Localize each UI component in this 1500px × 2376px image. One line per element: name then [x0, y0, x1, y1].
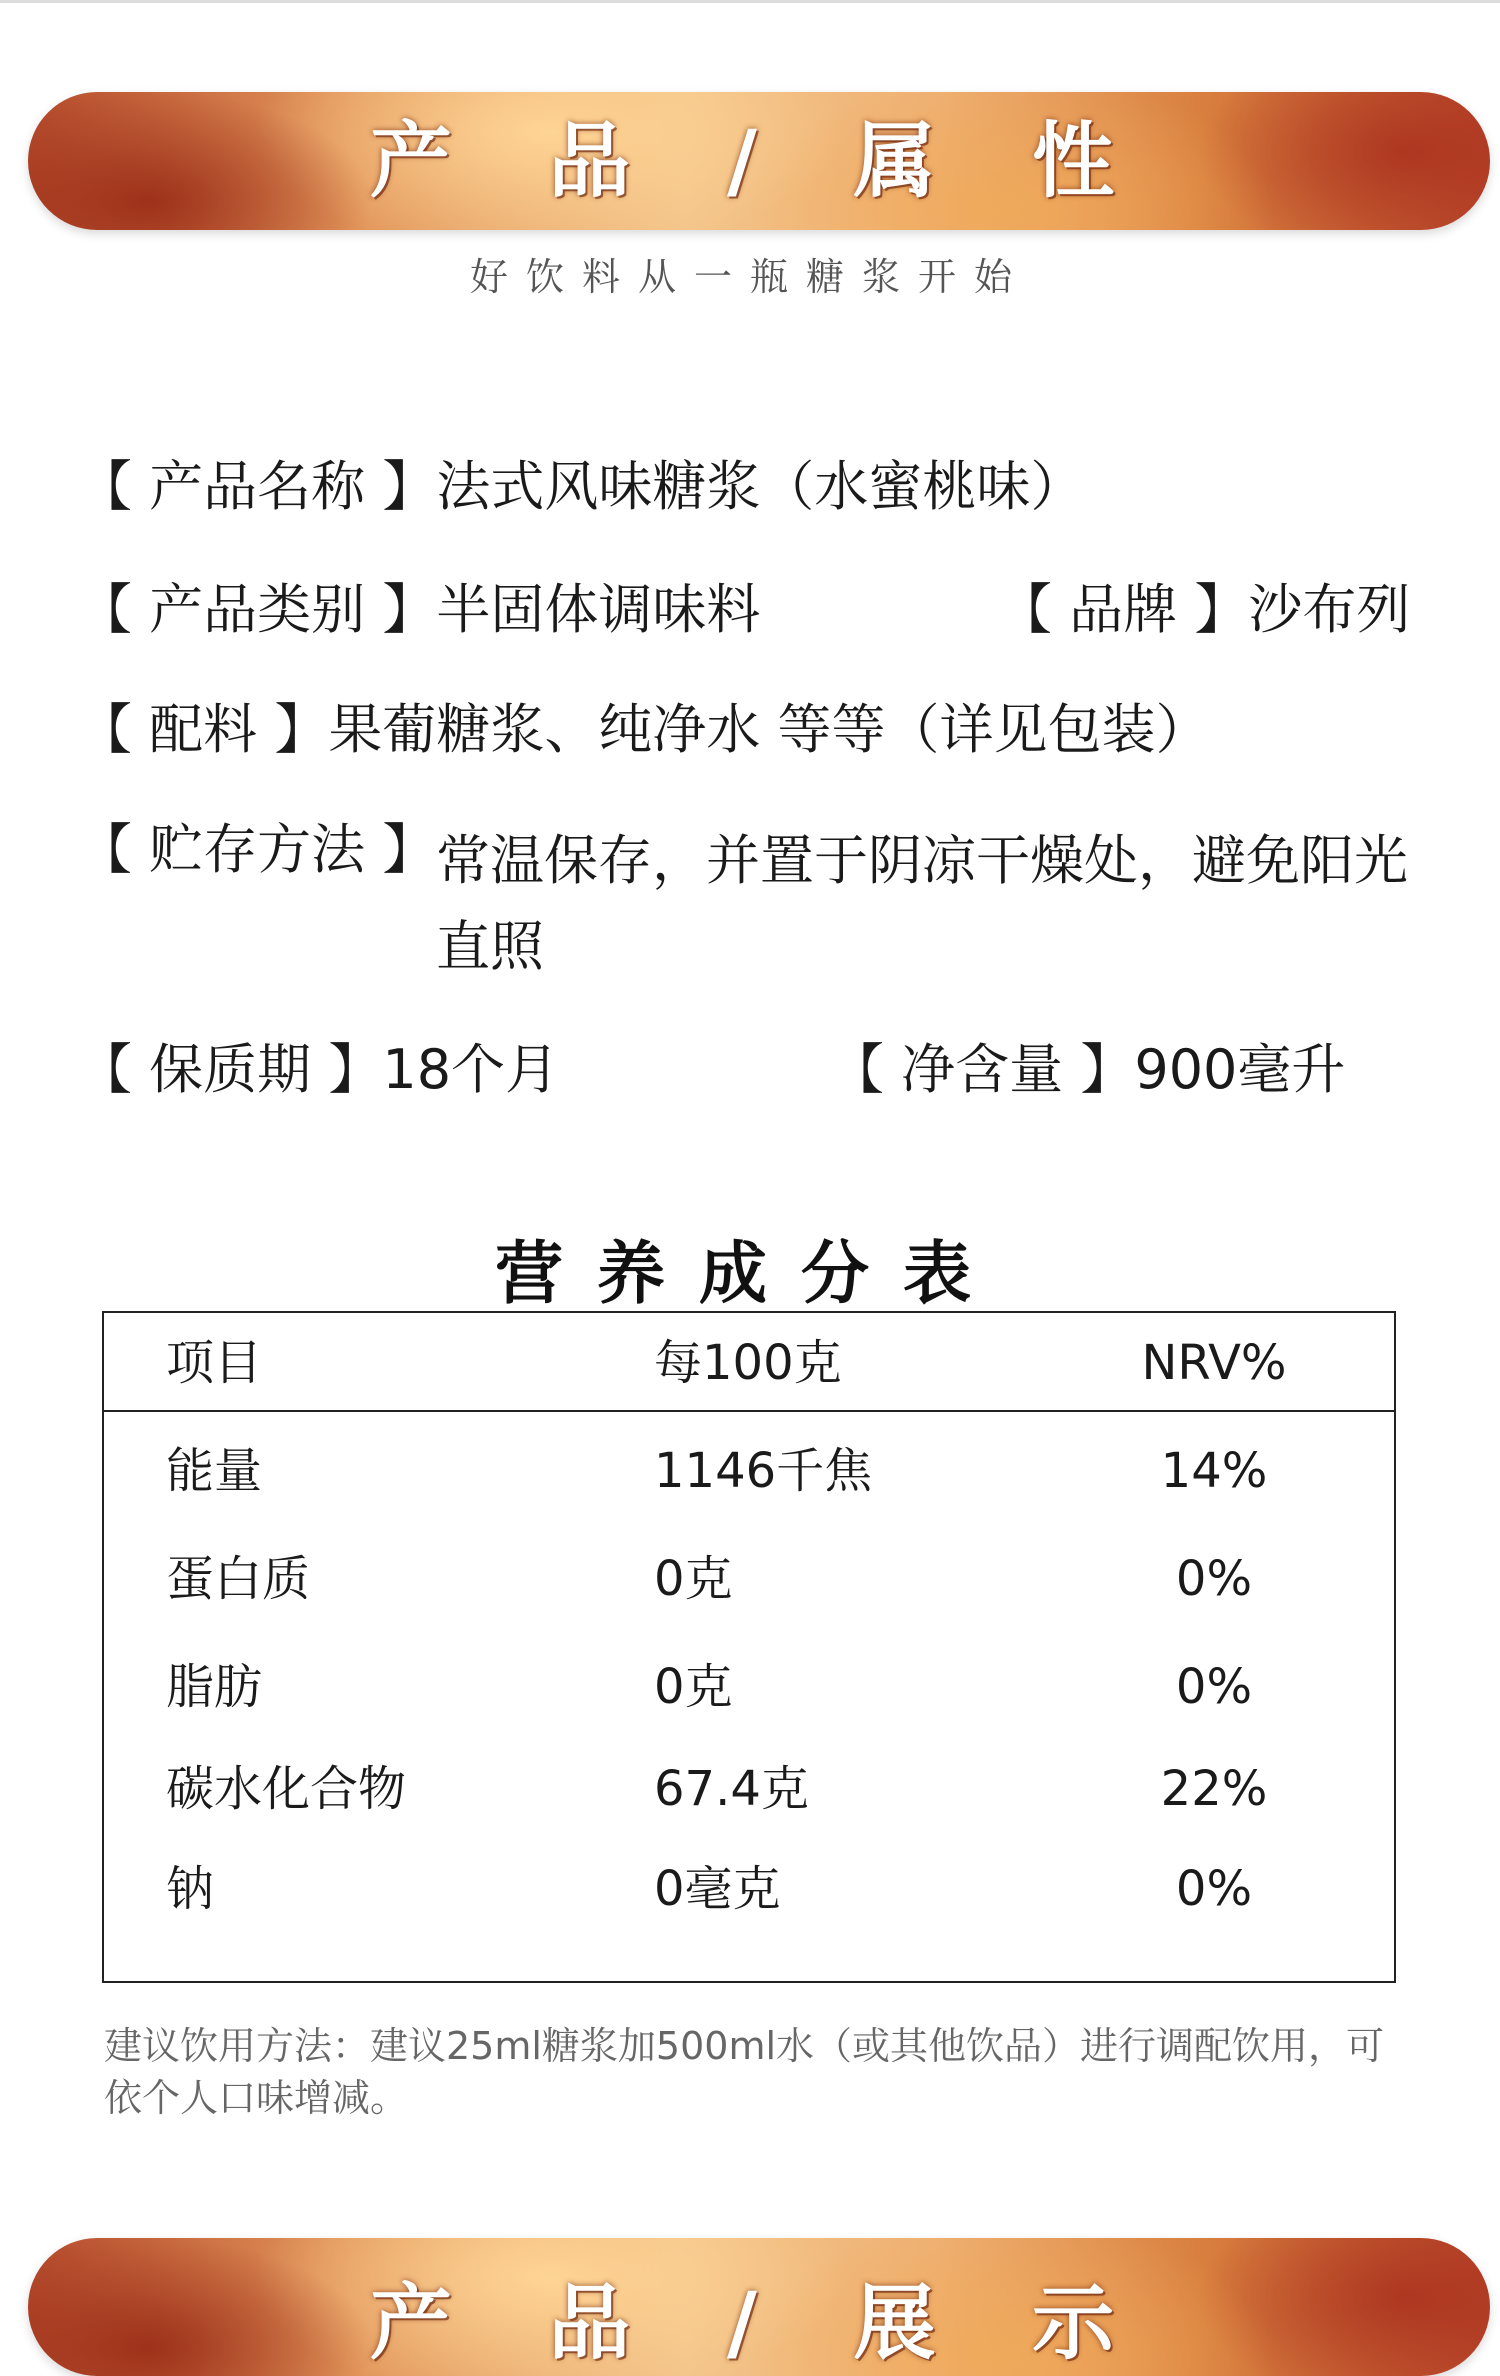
attributes-banner	[28, 92, 1490, 230]
attr-value: 900毫升	[1134, 1038, 1346, 1101]
attr-label: 【 品牌 】	[998, 578, 1249, 641]
attr-value: 法式风味糖浆（水蜜桃味）	[436, 455, 1085, 518]
row-item: 钠	[166, 1861, 215, 1917]
attr-label: 【 贮存方法 】	[78, 818, 437, 881]
row-value: 0克	[654, 1551, 733, 1607]
row-item: 脂肪	[166, 1659, 263, 1715]
banner-subtitle: 好饮料从一瓶糖浆开始	[469, 255, 1030, 299]
banner-title: 产 品 / 展 示	[369, 2275, 1149, 2371]
row-nrv: 22%	[1160, 1761, 1268, 1817]
attr-shelf-life	[78, 1038, 559, 1102]
row-nrv: 0%	[1175, 1861, 1253, 1917]
banner-title: 产 品 / 属 性	[369, 113, 1149, 209]
row-item: 蛋白质	[166, 1551, 311, 1607]
display-banner	[28, 2238, 1490, 2376]
attr-value: 18个月	[382, 1038, 560, 1101]
row-value: 0毫克	[654, 1861, 781, 1917]
attr-value: 半固体调味料	[436, 578, 761, 641]
attr-label: 【 配料 】	[78, 698, 329, 761]
attr-label: 【 产品名称 】	[78, 455, 437, 518]
attr-storage-value: 常温保存，并置于阴凉干燥处，避免阳光直照	[436, 829, 1408, 978]
attr-net-content	[830, 1038, 1345, 1102]
attr-label: 【 产品类别 】	[78, 578, 437, 641]
row-nrv: 0%	[1175, 1551, 1253, 1607]
attr-value: 沙布列	[1248, 578, 1411, 641]
top-divider	[0, 0, 1500, 3]
row-nrv: 0%	[1175, 1659, 1253, 1715]
attr-storage-label	[78, 818, 436, 882]
nutrition-table	[102, 1311, 1396, 1983]
attr-label: 【 净含量 】	[830, 1038, 1135, 1101]
attr-brand	[998, 578, 1410, 642]
table-header	[104, 1313, 1394, 1412]
attr-ingredients	[78, 698, 1210, 762]
usage-advice: 建议饮用方法：建议25ml糖浆加500ml水（或其他饮品）进行调配饮用，可依个人口味增减。	[104, 2024, 1385, 2120]
row-nrv: 14%	[1160, 1443, 1268, 1499]
row-value: 67.4克	[654, 1761, 809, 1817]
header-item: 项目	[166, 1335, 263, 1391]
attr-label: 【 保质期 】	[78, 1038, 383, 1101]
attr-value: 果葡糖浆、纯净水 等等（详见包装）	[328, 698, 1210, 761]
row-item: 能量	[166, 1443, 263, 1499]
attr-product-category	[78, 578, 760, 642]
row-value: 0克	[654, 1659, 733, 1715]
row-item: 碳水化合物	[166, 1761, 407, 1817]
nutrition-title: 营养成分表	[494, 1235, 1005, 1314]
header-nrv: NRV%	[1141, 1335, 1287, 1391]
attr-product-name	[78, 455, 1084, 519]
row-value: 1146千焦	[654, 1443, 873, 1499]
header-per-100g: 每100克	[654, 1335, 842, 1391]
